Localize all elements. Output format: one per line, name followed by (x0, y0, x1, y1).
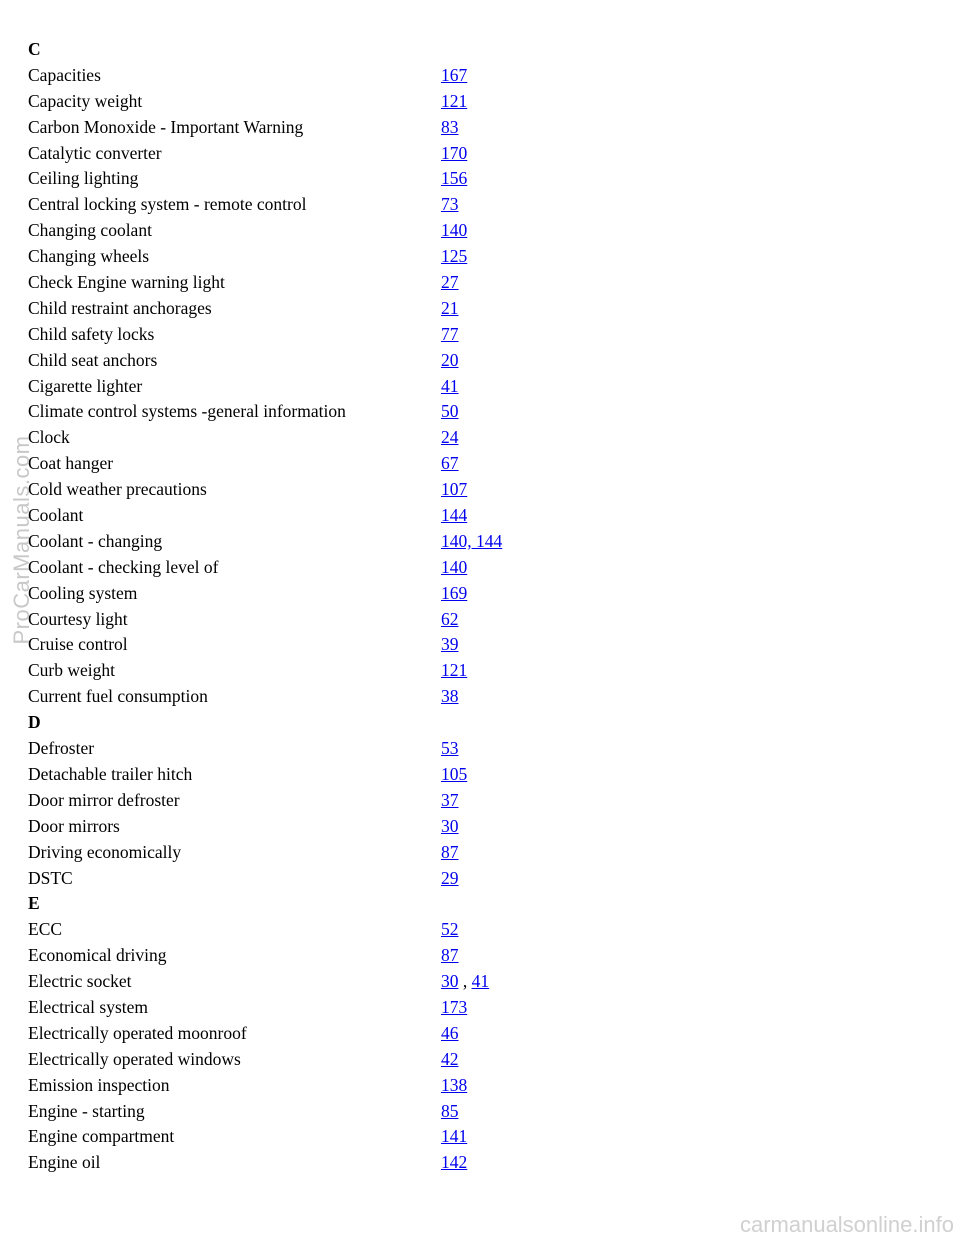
page-link[interactable]: 87 (441, 945, 459, 966)
index-term: Electrically operated moonroof (28, 1022, 247, 1043)
page-link[interactable]: 52 (441, 919, 459, 940)
index-term: Economical driving (28, 945, 167, 966)
page-link[interactable]: 170 (441, 142, 468, 163)
page-references (441, 322, 459, 348)
page-references (441, 684, 459, 710)
index-term: Electrically operated windows (28, 1048, 241, 1069)
index-term: Coolant - checking level of (28, 556, 219, 577)
page-link[interactable]: 107 (441, 479, 468, 500)
page-link[interactable]: 140, 144 (441, 530, 503, 551)
index-entry (28, 917, 928, 943)
page-references (441, 814, 459, 840)
index-entry (28, 141, 928, 167)
index-term: Detachable trailer hitch (28, 763, 193, 784)
page-references (441, 89, 467, 115)
index-entry (28, 995, 928, 1021)
footer-watermark: carmanualsonline.info (739, 1212, 954, 1237)
index-entry (28, 1150, 928, 1176)
page-link[interactable]: 37 (441, 789, 459, 810)
index-term: Changing coolant (28, 220, 152, 241)
page-references (441, 63, 467, 89)
index-term: Electrical system (28, 996, 149, 1017)
index-term: Defroster (28, 738, 95, 759)
index-entry (28, 503, 928, 529)
index-term: Electric socket (28, 971, 132, 992)
page-references (441, 166, 467, 192)
index-entry (28, 89, 928, 115)
index-entry (28, 1047, 928, 1073)
page-references (441, 1150, 467, 1176)
index-term: Coat hanger (28, 453, 114, 474)
index-entry (28, 348, 928, 374)
page-references (441, 244, 467, 270)
page-separator: , (458, 971, 472, 992)
index-entry (28, 115, 928, 141)
index-term: Clock (28, 427, 70, 448)
page-references (441, 866, 459, 892)
index-term: Central locking system - remote control (28, 194, 307, 215)
page-references (441, 270, 459, 296)
page-references (441, 969, 489, 995)
index-entry (28, 1124, 928, 1150)
index-term: Coolant (28, 505, 84, 526)
page-link[interactable]: 67 (441, 453, 459, 474)
index-entry (28, 632, 928, 658)
index-term: Climate control systems -general information (28, 401, 346, 422)
index-entry (28, 555, 928, 581)
page-link[interactable]: 138 (441, 1074, 468, 1095)
index-term: Current fuel consumption (28, 686, 208, 707)
index-entry (28, 736, 928, 762)
page-references (441, 840, 459, 866)
page-references (441, 1073, 467, 1099)
page-references (441, 581, 467, 607)
index-entry (28, 296, 928, 322)
index-term: Cruise control (28, 634, 128, 655)
page-references (441, 425, 459, 451)
index-term: Engine - starting (28, 1100, 145, 1121)
page-link[interactable]: 105 (441, 763, 468, 784)
index-entry (28, 788, 928, 814)
page-references (441, 736, 459, 762)
index-entry (28, 451, 928, 477)
index-entry (28, 1099, 928, 1125)
index-term: Curb weight (28, 660, 116, 681)
index-term: Cold weather precautions (28, 479, 207, 500)
page-references (441, 503, 467, 529)
index-term: Ceiling lighting (28, 168, 139, 189)
page-link[interactable]: 21 (441, 297, 459, 318)
index-term: ECC (28, 919, 63, 940)
section-letter-text: C (28, 39, 41, 59)
index-term: Door mirror defroster (28, 789, 180, 810)
index-entry (28, 1021, 928, 1047)
index-entry (28, 1073, 928, 1099)
alphabetical-index (28, 37, 928, 1176)
page-link[interactable]: 20 (441, 349, 459, 370)
page-references (441, 1099, 459, 1125)
page-references (441, 399, 459, 425)
page-references (441, 451, 459, 477)
page-link[interactable]: 167 (441, 64, 468, 85)
page-references (441, 529, 502, 555)
page-references (441, 995, 467, 1021)
page-link[interactable]: 85 (441, 1100, 459, 1121)
index-term: Child safety locks (28, 323, 155, 344)
index-entry (28, 529, 928, 555)
index-entry (28, 425, 928, 451)
page-references (441, 658, 467, 684)
page-link[interactable]: 46 (441, 1022, 459, 1043)
page-link[interactable]: 50 (441, 401, 459, 422)
index-term: Driving economically (28, 841, 182, 862)
page-link[interactable]: 144 (441, 505, 468, 526)
page-references (441, 788, 459, 814)
index-term: Courtesy light (28, 608, 128, 629)
page-link[interactable]: 173 (441, 996, 468, 1017)
index-term: Capacity weight (28, 90, 143, 111)
index-entry (28, 192, 928, 218)
page-link[interactable]: 77 (441, 323, 459, 344)
index-term: Catalytic converter (28, 142, 162, 163)
index-entry (28, 814, 928, 840)
page-link[interactable]: 87 (441, 841, 459, 862)
page-references (441, 1124, 467, 1150)
index-entry (28, 374, 928, 400)
section-letter (28, 891, 928, 917)
page-link[interactable]: 39 (441, 634, 459, 655)
page-references (441, 632, 459, 658)
index-term: Door mirrors (28, 815, 120, 836)
index-term: Engine compartment (28, 1126, 175, 1147)
index-entry (28, 840, 928, 866)
page-references (441, 1047, 459, 1073)
index-term: Carbon Monoxide - Important Warning (28, 116, 304, 137)
page-link[interactable]: 53 (441, 738, 459, 759)
index-entry (28, 399, 928, 425)
section-letter (28, 710, 928, 736)
index-entry (28, 943, 928, 969)
index-entry (28, 762, 928, 788)
index-entry (28, 969, 928, 995)
page-link[interactable]: 141 (441, 1126, 468, 1147)
page-references (441, 218, 467, 244)
index-entry (28, 866, 928, 892)
index-entry (28, 581, 928, 607)
page-references (441, 607, 459, 633)
page-link[interactable]: 30 (441, 971, 459, 992)
page-references (441, 348, 459, 374)
section-letter (28, 37, 928, 63)
page-link[interactable]: 27 (441, 272, 459, 293)
page-references (441, 943, 459, 969)
section-letter-text: E (28, 893, 40, 914)
index-entry (28, 477, 928, 503)
index-term: Child seat anchors (28, 349, 158, 370)
index-entry (28, 218, 928, 244)
page-references (441, 917, 459, 943)
index-term: DSTC (28, 867, 73, 888)
index-term: Coolant - changing (28, 530, 163, 551)
page-link[interactable]: 42 (441, 1048, 459, 1069)
index-term: Engine oil (28, 1152, 101, 1173)
page-link[interactable]: 62 (441, 608, 459, 629)
index-term: Emission inspection (28, 1074, 170, 1095)
page-link[interactable]: 41 (441, 375, 459, 396)
page-references (441, 555, 467, 581)
page-link[interactable]: 142 (441, 1152, 468, 1173)
index-entry (28, 684, 928, 710)
page-references (441, 141, 467, 167)
index-entry (28, 322, 928, 348)
page-references (441, 115, 459, 141)
page-references (441, 477, 467, 503)
page-link[interactable]: 29 (441, 867, 459, 888)
page-link[interactable]: 41 (471, 971, 490, 992)
index-entry (28, 63, 928, 89)
page-link[interactable]: 121 (441, 660, 468, 681)
page-link[interactable]: 38 (441, 686, 459, 707)
index-entry (28, 244, 928, 270)
page-link[interactable]: 24 (441, 427, 459, 448)
page-link[interactable]: 140 (441, 220, 468, 241)
page-link[interactable]: 169 (441, 582, 468, 603)
page-link[interactable]: 125 (441, 246, 468, 267)
index-entry (28, 166, 928, 192)
page-link[interactable]: 156 (441, 168, 468, 189)
index-term: Cooling system (28, 582, 138, 603)
page-references (441, 374, 459, 400)
page-references (441, 192, 459, 218)
index-entry (28, 607, 928, 633)
index-entry (28, 658, 928, 684)
page-link[interactable]: 30 (441, 815, 459, 836)
index-term: Cigarette lighter (28, 375, 143, 396)
index-entry (28, 270, 928, 296)
index-term: Changing wheels (28, 246, 150, 267)
page-references (441, 762, 467, 788)
page-references (441, 1021, 459, 1047)
page-link[interactable]: 73 (441, 194, 459, 215)
page-link[interactable]: 121 (441, 90, 468, 111)
page-link[interactable]: 83 (441, 116, 459, 137)
index-term: Child restraint anchorages (28, 297, 212, 318)
page-link[interactable]: 140 (441, 556, 468, 577)
side-watermark: ProCarManuals.com (9, 435, 34, 645)
section-letter-text: D (28, 712, 41, 733)
page-references (441, 296, 459, 322)
index-term: Check Engine warning light (28, 272, 225, 293)
index-term: Capacities (28, 64, 101, 85)
